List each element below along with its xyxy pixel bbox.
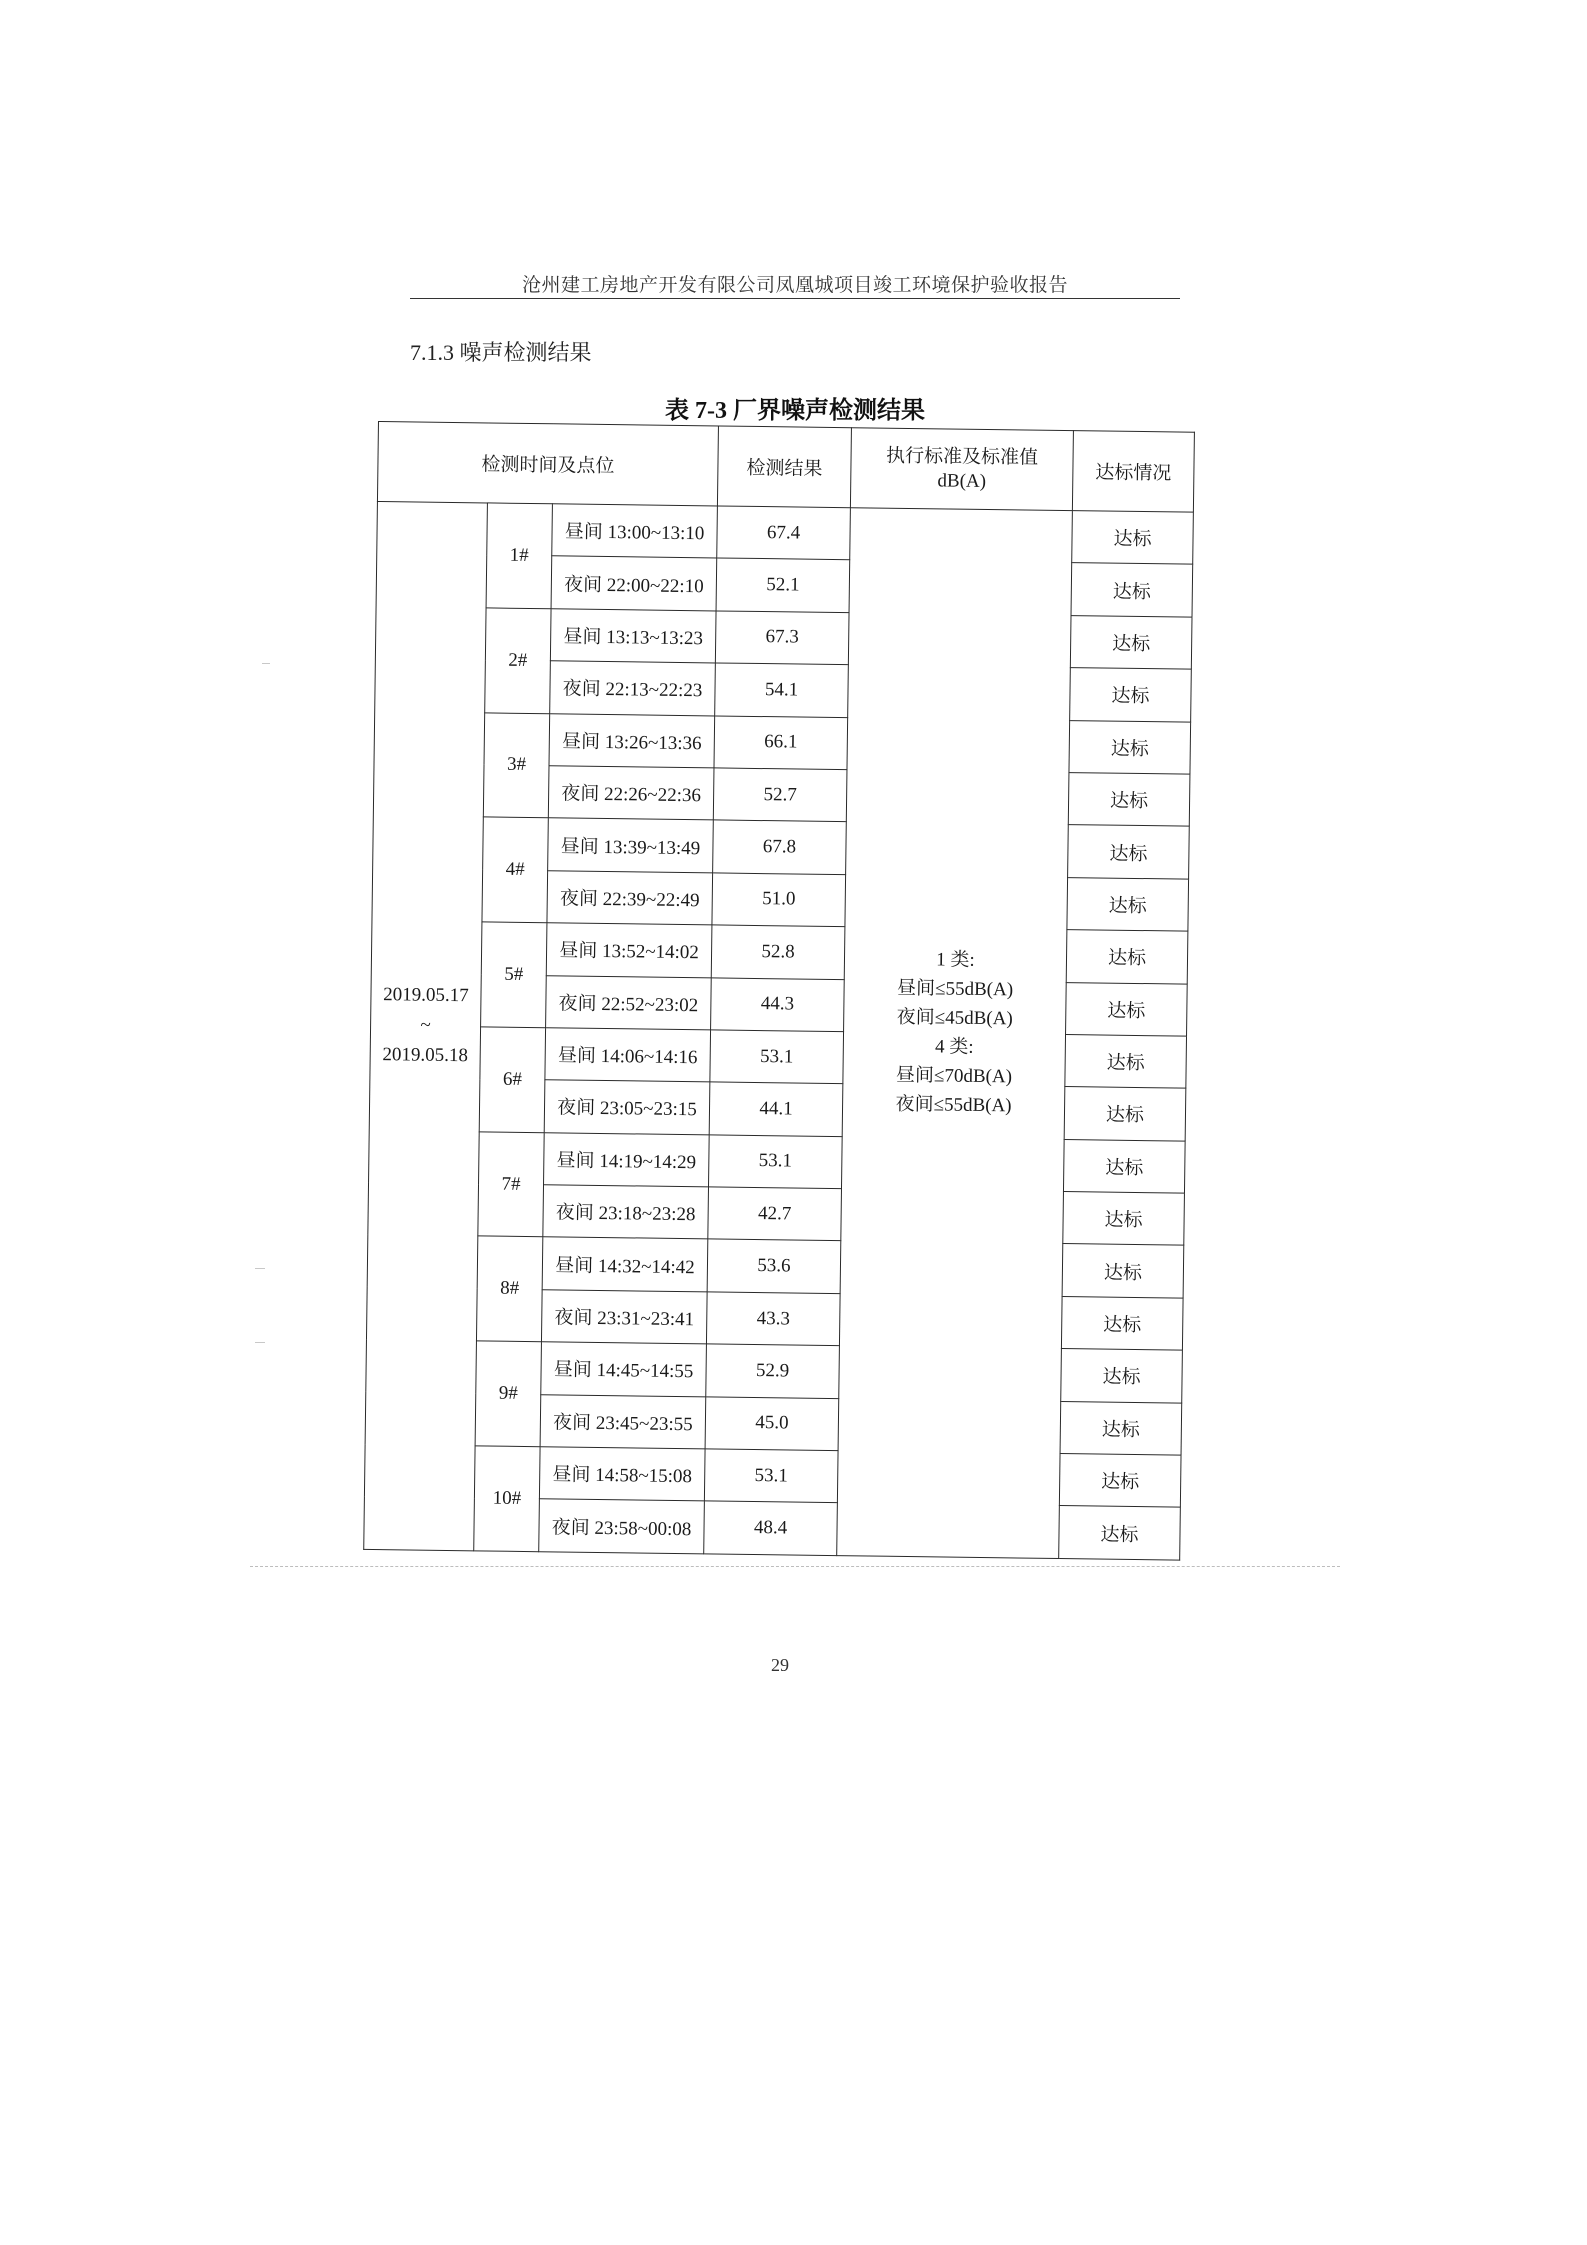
date-range-separator: ~ bbox=[420, 1015, 431, 1037]
running-header: 沧州建工房地产开发有限公司凤凰城项目竣工环境保护验收报告 bbox=[521, 275, 1068, 296]
monitoring-point-cell: 8# bbox=[476, 1236, 542, 1342]
table-header-row bbox=[377, 422, 1194, 513]
result-cell: 54.1 bbox=[715, 663, 849, 717]
result-cell: 44.3 bbox=[711, 977, 845, 1031]
result-cell: 66.1 bbox=[714, 715, 848, 769]
status-cell: 达标 bbox=[1068, 825, 1190, 879]
standard-class4-label: 4 类: bbox=[934, 1036, 974, 1059]
standard-class1-night: 夜间≤45dB(A) bbox=[896, 1007, 1013, 1030]
status-cell: 达标 bbox=[1072, 511, 1194, 565]
result-cell: 53.1 bbox=[704, 1449, 838, 1503]
status-cell: 达标 bbox=[1066, 930, 1188, 984]
time-cell: 昼间 14:32~14:42 bbox=[542, 1237, 708, 1292]
status-cell: 达标 bbox=[1064, 1087, 1186, 1141]
result-cell: 53.1 bbox=[709, 1135, 843, 1189]
date-range-cell bbox=[364, 501, 488, 1550]
standard-class4-day: 昼间≤70dB(A) bbox=[895, 1065, 1013, 1088]
time-cell: 夜间 22:52~23:02 bbox=[546, 975, 712, 1030]
standard-class1-label: 1 类: bbox=[936, 949, 975, 972]
time-cell: 昼间 13:52~14:02 bbox=[546, 923, 712, 978]
status-cell: 达标 bbox=[1063, 1139, 1185, 1193]
monitoring-point-cell: 4# bbox=[482, 817, 548, 923]
result-cell: 52.1 bbox=[716, 558, 850, 612]
time-cell: 昼间 13:26~13:36 bbox=[549, 713, 715, 768]
time-cell: 夜间 22:26~22:36 bbox=[548, 766, 714, 821]
result-cell: 51.0 bbox=[712, 873, 846, 927]
result-cell: 42.7 bbox=[708, 1187, 842, 1241]
time-cell: 昼间 13:39~13:49 bbox=[548, 818, 714, 873]
scan-mark bbox=[255, 1268, 265, 1269]
monitoring-point-cell: 10# bbox=[474, 1446, 540, 1552]
status-cell: 达标 bbox=[1059, 1454, 1181, 1508]
time-cell: 夜间 23:05~23:15 bbox=[544, 1080, 710, 1135]
time-cell: 夜间 23:58~00:08 bbox=[539, 1499, 705, 1554]
standard-class4-night: 夜间≤55dB(A) bbox=[895, 1094, 1012, 1117]
page-number: 29 bbox=[771, 1655, 789, 1675]
monitoring-point-cell: 2# bbox=[485, 608, 551, 714]
table-row bbox=[377, 501, 1194, 564]
time-cell: 夜间 23:18~23:28 bbox=[543, 1185, 709, 1240]
scan-mark bbox=[262, 663, 270, 664]
status-cell: 达标 bbox=[1061, 1349, 1183, 1403]
result-cell: 52.7 bbox=[713, 768, 847, 822]
time-cell: 昼间 14:19~14:29 bbox=[544, 1132, 710, 1187]
status-cell: 达标 bbox=[1066, 982, 1188, 1036]
result-cell: 53.1 bbox=[710, 1030, 844, 1084]
section-heading: 7.1.3 噪声检测结果 bbox=[410, 340, 592, 365]
monitoring-point-cell: 7# bbox=[478, 1132, 544, 1238]
status-cell: 达标 bbox=[1063, 1192, 1185, 1246]
noise-results-table-wrapper bbox=[363, 421, 1194, 1560]
status-cell: 达标 bbox=[1067, 877, 1189, 931]
date-range-end: 2019.05.18 bbox=[382, 1044, 469, 1067]
header-time-and-point: 检测时间及点位 bbox=[377, 422, 718, 506]
status-cell: 达标 bbox=[1070, 668, 1192, 722]
result-cell: 67.3 bbox=[715, 611, 849, 665]
header-standard-line2: dB(A) bbox=[937, 469, 987, 492]
monitoring-point-cell: 6# bbox=[479, 1027, 545, 1133]
time-cell: 夜间 22:39~22:49 bbox=[547, 870, 713, 925]
result-cell: 52.9 bbox=[706, 1344, 840, 1398]
status-cell: 达标 bbox=[1070, 615, 1192, 669]
status-cell: 达标 bbox=[1059, 1506, 1181, 1560]
monitoring-point-cell: 9# bbox=[475, 1341, 541, 1447]
result-cell: 45.0 bbox=[705, 1397, 839, 1451]
header-standard-line1: 执行标准及标准值 bbox=[885, 445, 1039, 469]
status-cell: 达标 bbox=[1062, 1244, 1184, 1298]
status-cell: 达标 bbox=[1071, 563, 1193, 617]
monitoring-point-cell: 3# bbox=[483, 712, 549, 818]
time-cell: 夜间 23:31~23:41 bbox=[541, 1290, 707, 1345]
time-cell: 昼间 13:13~13:23 bbox=[550, 609, 716, 664]
result-cell: 67.4 bbox=[717, 506, 851, 560]
result-cell: 48.4 bbox=[704, 1501, 838, 1555]
header-status: 达标情况 bbox=[1072, 431, 1194, 513]
result-cell: 44.1 bbox=[709, 1082, 843, 1136]
header-result: 检测结果 bbox=[717, 426, 851, 508]
table-caption: 表 7-3 厂界噪声检测结果 bbox=[665, 398, 925, 424]
footer-rule bbox=[250, 1566, 1340, 1567]
result-cell: 43.3 bbox=[706, 1292, 840, 1346]
time-cell: 夜间 22:00~22:10 bbox=[551, 556, 717, 611]
time-cell: 夜间 22:13~22:23 bbox=[550, 661, 716, 716]
status-cell: 达标 bbox=[1061, 1296, 1183, 1350]
time-cell: 昼间 14:58~15:08 bbox=[539, 1447, 705, 1502]
status-cell: 达标 bbox=[1065, 1034, 1187, 1088]
time-cell: 昼间 13:00~13:10 bbox=[552, 504, 718, 559]
result-cell: 67.8 bbox=[713, 820, 847, 874]
date-range-start: 2019.05.17 bbox=[383, 984, 469, 1007]
time-cell: 夜间 23:45~23:55 bbox=[540, 1394, 706, 1449]
time-cell: 昼间 14:45~14:55 bbox=[541, 1342, 707, 1397]
time-cell: 昼间 14:06~14:16 bbox=[545, 1028, 711, 1083]
standard-cell bbox=[837, 508, 1073, 1559]
monitoring-point-cell: 1# bbox=[486, 503, 552, 609]
result-cell: 52.8 bbox=[711, 925, 845, 979]
scan-mark bbox=[255, 1342, 265, 1343]
noise-results-table bbox=[363, 421, 1195, 1560]
monitoring-point-cell: 5# bbox=[481, 922, 547, 1028]
header-rule bbox=[410, 298, 1180, 299]
status-cell: 达标 bbox=[1069, 720, 1191, 774]
header-standard bbox=[850, 428, 1073, 511]
result-cell: 53.6 bbox=[707, 1239, 841, 1293]
status-cell: 达标 bbox=[1068, 773, 1190, 827]
status-cell: 达标 bbox=[1060, 1401, 1182, 1455]
standard-class1-day: 昼间≤55dB(A) bbox=[896, 978, 1014, 1001]
